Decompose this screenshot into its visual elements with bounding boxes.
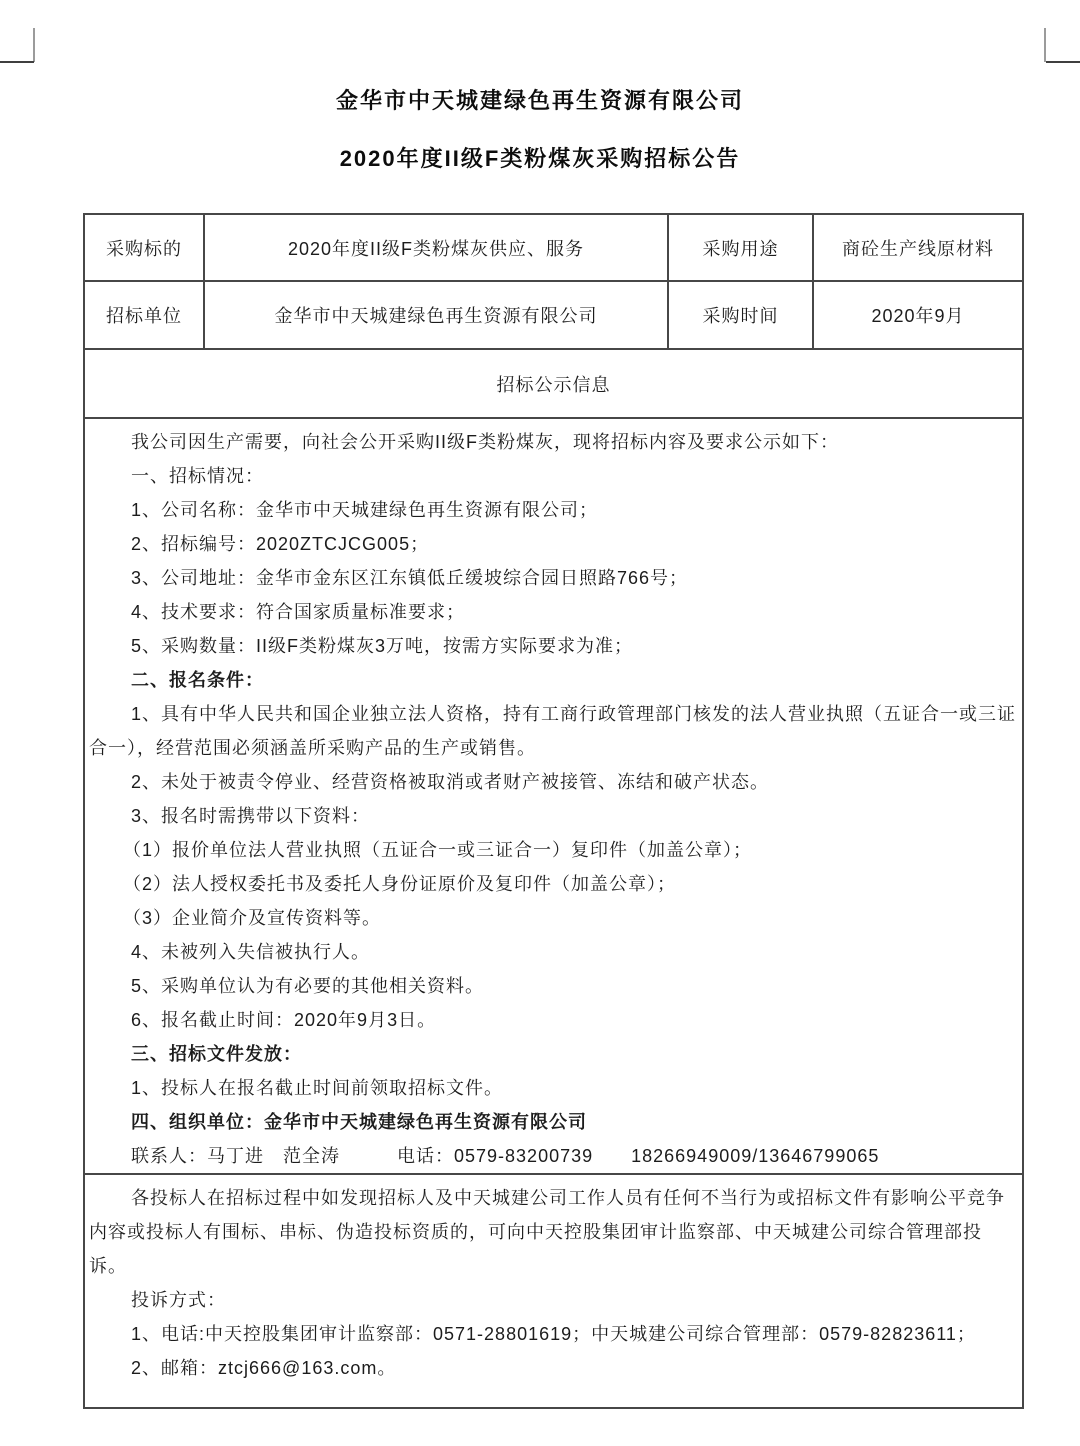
notice-line: 我公司因生产需要，向社会公开采购II级F类粉煤灰，现将招标内容及要求公示如下： (131, 432, 839, 452)
value-procurement-time: 2020年9月 (813, 281, 1023, 349)
notice-line: （3）企业简介及宣传资料等。 (123, 908, 382, 928)
notice-line: 4、未被列入失信被执行人。 (131, 942, 371, 962)
notice-line: 5、采购数量：II级F类粉煤灰3万吨，按需方实际要求为准； (131, 636, 634, 656)
notice-body-cell (84, 418, 1023, 1174)
notice-line: （2）法人授权委托书及委托人身份证原价及复印件（加盖公章）； (123, 874, 677, 894)
crop-mark-top-left-horizontal (0, 61, 34, 63)
complaint-line: 各投标人在招标过程中如发现招标人及中天城建公司工作人员有任何不当行为或招标文件有影响公平竞争内容或投标人有围标、串标、伪造投标资质的，可向中天控股集团审计监察部、中天城建公司综合管理部投诉。 (89, 1188, 1005, 1276)
value-procurement-subject: 2020年度II级F类粉煤灰供应、服务 (204, 214, 668, 281)
crop-mark-top-right-vertical (1044, 28, 1046, 62)
notice-line: 2、招标编号：2020ZTCJCG005； (131, 534, 430, 554)
label-bidding-unit: 招标单位 (84, 281, 204, 349)
table-row-procurement-subject (84, 214, 1023, 281)
notice-section-heading: 三、招标文件发放： (131, 1044, 302, 1064)
notice-line: 1、公司名称：金华市中天城建绿色再生资源有限公司； (131, 500, 599, 520)
notice-line: 6、报名截止时间：2020年9月3日。 (131, 1010, 437, 1030)
notice-line: 3、报名时需携带以下资料： (131, 806, 371, 826)
contact-line: 联系人：马丁进 范全涛 电话：0579-83200739 18266949009/13646799065 (131, 1146, 880, 1166)
section-header-public-notice: 招标公示信息 (84, 349, 1023, 418)
notice-line: 1、具有中华人民共和国企业独立法人资格，持有工商行政管理部门核发的法人营业执照（五证合一或三证合一），经营范围必须涵盖所采购产品的生产或销售。 (89, 704, 1017, 758)
notice-line: 一、招标情况： (131, 466, 264, 486)
crop-mark-top-left-vertical (33, 28, 35, 62)
table-row-complaint (84, 1174, 1023, 1408)
complaint-email-line: 2、邮箱：ztcj666@163.com。 (131, 1358, 397, 1378)
value-bidding-unit: 金华市中天城建绿色再生资源有限公司 (204, 281, 668, 349)
complaint-cell (84, 1174, 1023, 1408)
notice-line: 2、未处于被责令停业、经营资格被取消或者财产被接管、冻结和破产状态。 (131, 772, 770, 792)
table-row-bidding-unit (84, 281, 1023, 349)
notice-line: 3、公司地址：金华市金东区江东镇低丘缓坡综合园日照路766号； (131, 568, 689, 588)
label-procurement-subject: 采购标的 (84, 214, 204, 281)
bid-info-table (83, 213, 1024, 1409)
table-row-notice-body (84, 418, 1023, 1174)
notice-line: （1）报价单位法人营业执照（五证合一或三证合一）复印件（加盖公章）； (123, 840, 753, 860)
value-procurement-purpose: 商砼生产线原材料 (813, 214, 1023, 281)
notice-line: 4、技术要求：符合国家质量标准要求； (131, 602, 466, 622)
notice-section-heading: 四、组织单位：金华市中天城建绿色再生资源有限公司 (131, 1112, 587, 1132)
crop-mark-top-right-horizontal (1046, 61, 1080, 63)
table-row-section-header (84, 349, 1023, 418)
notice-section-heading: 二、报名条件： (131, 670, 264, 690)
label-procurement-time: 采购时间 (668, 281, 813, 349)
complaint-phone-line: 1、电话:中天控股集团审计监察部：0571-28801619；中天城建公司综合管理部：0579-82823611； (131, 1324, 976, 1344)
company-title: 金华市中天城建绿色再生资源有限公司 (335, 88, 744, 113)
label-procurement-purpose: 采购用途 (668, 214, 813, 281)
notice-line: 5、采购单位认为有必要的其他相关资料。 (131, 976, 485, 996)
announcement-title: 2020年度II级F类粉煤灰采购招标公告 (339, 146, 741, 171)
complaint-line: 投诉方式： (131, 1290, 226, 1310)
notice-line: 1、投标人在报名截止时间前领取招标文件。 (131, 1078, 504, 1098)
